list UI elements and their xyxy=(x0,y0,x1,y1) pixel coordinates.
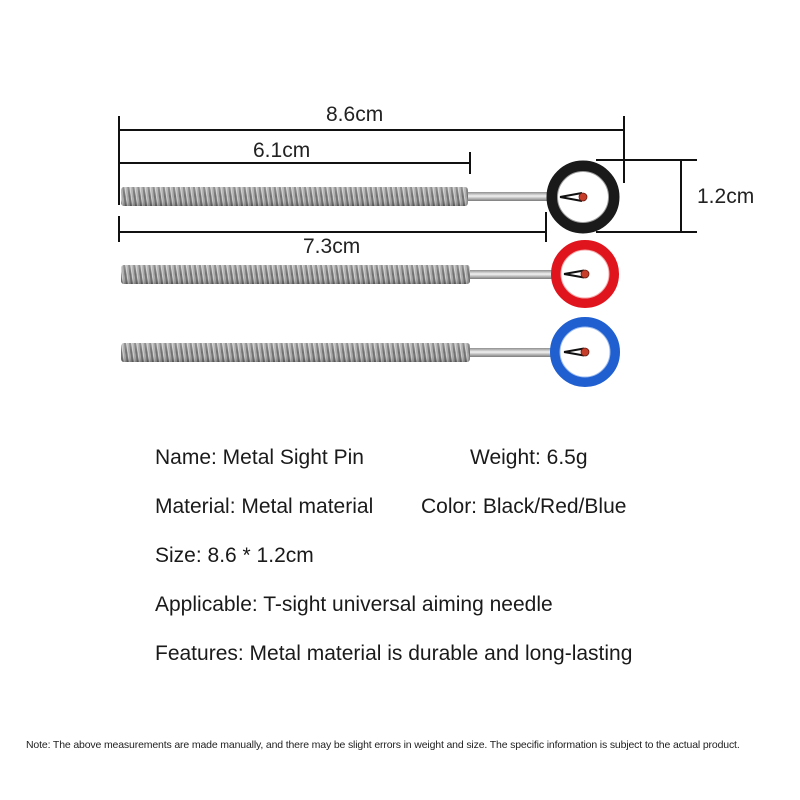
spec-weight: Weight: 6.5g xyxy=(470,446,588,469)
spec-size: Size: 8.6 * 1.2cm xyxy=(155,544,314,567)
overall-length-label: 8.6cm xyxy=(326,103,384,126)
ring-diameter-label: 1.2cm xyxy=(697,185,755,208)
spec-applicable: Applicable: T-sight universal aiming needle xyxy=(155,593,553,616)
sight-pin-black xyxy=(121,166,614,228)
thread-length-label: 6.1cm xyxy=(253,139,311,162)
spec-features: Features: Metal material is durable and long-lasting xyxy=(155,642,633,665)
sight-pin-red xyxy=(121,245,614,303)
spec-name: Name: Metal Sight Pin xyxy=(155,446,364,469)
measurement-note: Note: The above measurements are made manually, and there may be slight errors in weight and size. The specific information is subject to the actual product. xyxy=(26,739,740,751)
sight-pin-blue xyxy=(121,322,615,382)
body-length-label: 7.3cm xyxy=(303,235,361,258)
spec-color: Color: Black/Red/Blue xyxy=(421,495,627,518)
spec-material: Material: Metal material xyxy=(155,495,374,518)
